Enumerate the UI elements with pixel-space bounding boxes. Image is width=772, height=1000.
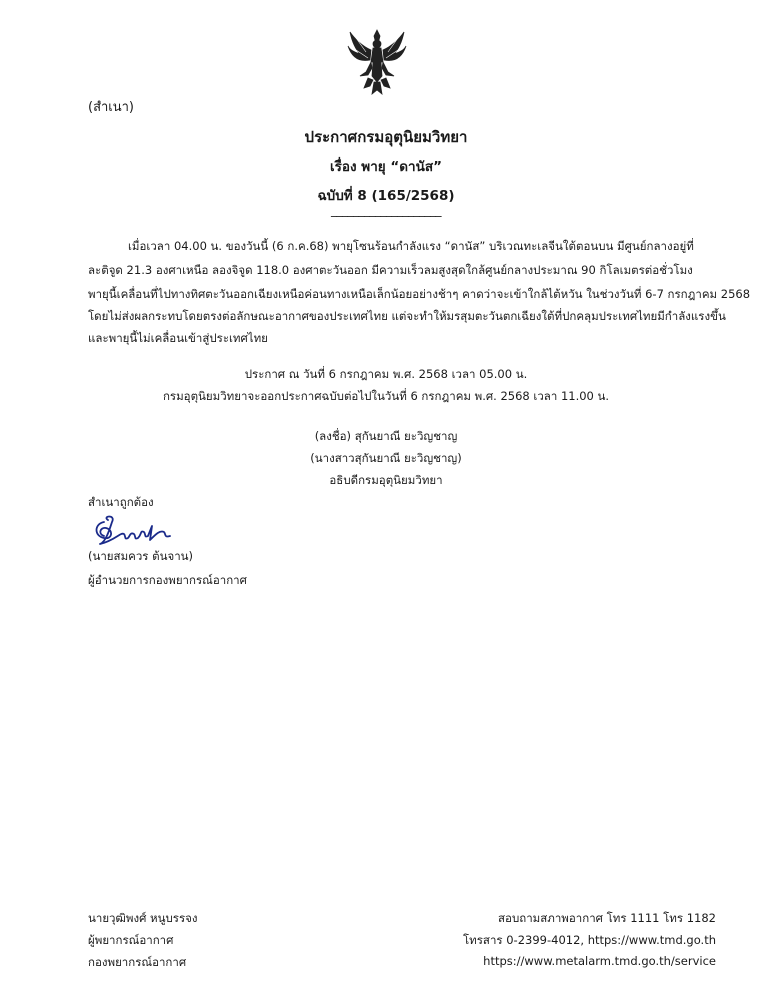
next-issue-notice: กรมอุตุนิยมวิทยาจะออกประกาศฉบับต่อไปในวันที่ 6 กรกฎาคม พ.ศ. 2568 เวลา 11.00 น. — [162, 389, 610, 403]
footer-contact-fax-web[interactable]: โทรสาร 0-2399-4012, https://www.tmd.go.th — [463, 933, 716, 947]
footer-service-link[interactable]: https://www.metalarm.tmd.go.th/service — [483, 954, 716, 968]
certified-copy-label: สำเนาถูกต้อง — [88, 495, 154, 509]
signatory-position: อธิบดีกรมอุตุนิยมวิทยา — [329, 473, 443, 487]
signed-by: (ลงชื่อ) สุกันยาณี ยะวิญชาญ — [314, 429, 458, 443]
footer-contact-phone: สอบถามสภาพอากาศ โทร 1111 โทร 1182 — [498, 911, 716, 925]
document-subject: เรื่อง พายุ “ดานัส” — [330, 159, 442, 175]
body-line-5: และพายุนี้ไม่เคลื่อนเข้าสู่ประเทศไทย — [88, 331, 268, 345]
certifier-position: ผู้อำนวยการกองพยากรณ์อากาศ — [88, 573, 247, 587]
body-line-3: พายุนี้เคลื่อนที่ไปทางทิศตะวันออกเฉียงเหนือค่อนทางเหนือเล็กน้อยอย่างช้าๆ คาดว่าจะเข้าใกล้ไต้หวัน ในช่วงวันที่ 6-7 กรกฎาคม 2568 — [88, 287, 751, 301]
handwritten-signature — [90, 512, 174, 548]
garuda-emblem-icon — [346, 28, 408, 96]
footer-forecaster-division: กองพยากรณ์อากาศ — [88, 955, 187, 969]
body-line-4: โดยไม่ส่งผลกระทบโดยตรงต่อลักษณะอากาศของประเทศไทย แต่จะทำให้มรสุมตะวันตกเฉียงใต้ที่ปกคลุมประเทศไทยมีกำลังแรงขึ้น — [88, 309, 726, 323]
document-title: ประกาศกรมอุตุนิยมวิทยา — [304, 128, 468, 146]
copy-label: (สำเนา) — [88, 100, 135, 115]
document-issue-number: ฉบับที่ 8 (165/2568) — [317, 188, 455, 204]
announcement-date: ประกาศ ณ วันที่ 6 กรกฎาคม พ.ศ. 2568 เวลา 05.00 น. — [244, 367, 528, 381]
body-line-2: ละติจูด 21.3 องศาเหนือ ลองจิจูด 118.0 องศาตะวันออก มีความเร็วลมสูงสุดใกล้ศูนย์กลางประมาณ 90 กิโลเมตรต่อชั่วโมง — [88, 263, 693, 277]
title-divider: ____________________ — [331, 203, 441, 217]
signatory-name: (นางสาวสุกันยาณี ยะวิญชาญ) — [310, 451, 462, 465]
certifier-name: (นายสมควร ต้นจาน) — [88, 549, 193, 563]
footer-forecaster-title: ผู้พยากรณ์อากาศ — [88, 933, 174, 947]
body-line-1: เมื่อเวลา 04.00 น. ของวันนี้ (6 ก.ค.68) พายุโซนร้อนกำลังแรง “ดานัส” บริเวณทะเลจีนใต้ตอนบน มีศูนย์กลางอยู่ที่ — [128, 239, 694, 253]
footer-forecaster-name: นายวุฒิพงศ์ หนูบรรจง — [88, 911, 198, 925]
